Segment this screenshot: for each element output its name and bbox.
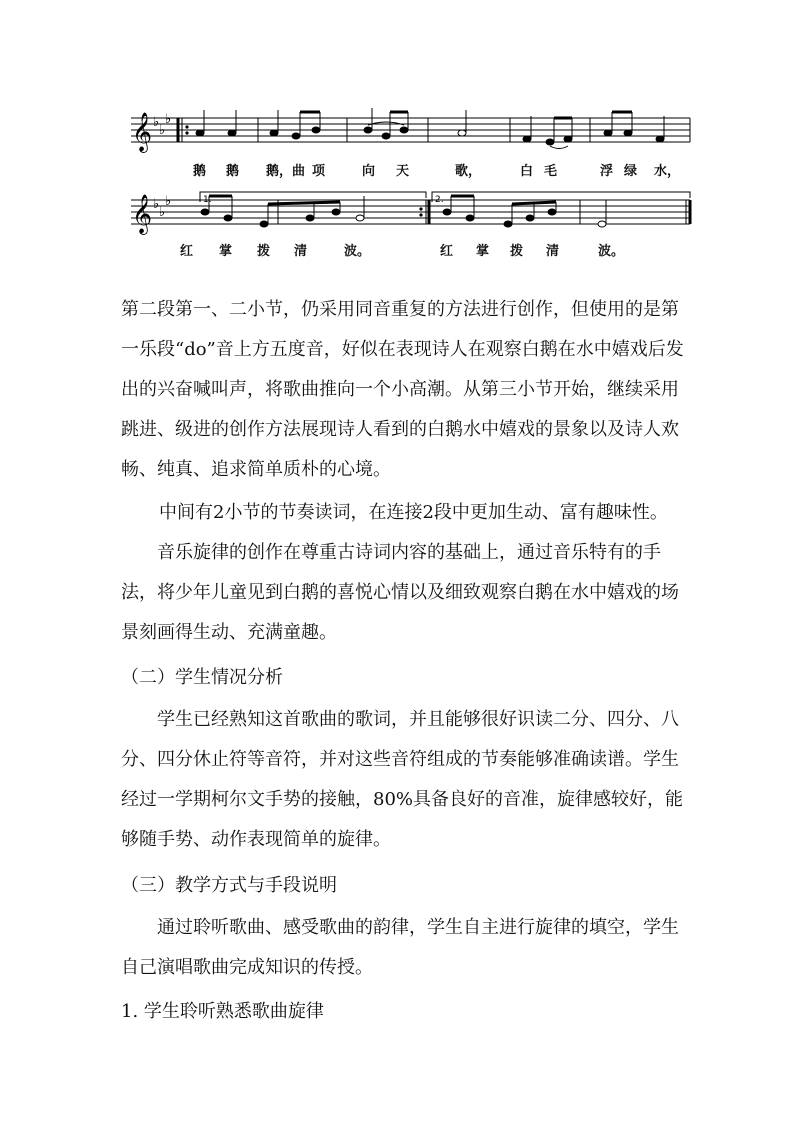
svg-text:♭: ♭ xyxy=(159,205,166,220)
heading-teaching-methods: （三）教学方式与手段说明 xyxy=(121,875,337,896)
lyric: 掌 xyxy=(219,244,233,259)
lyric: 浮 xyxy=(600,164,614,179)
lyric: 清 xyxy=(294,244,308,259)
lyric: 拨 xyxy=(257,244,271,259)
paragraph-second-section: 第二段第一、二小节，仍采用同音重复的方法进行创作，但使用的是第一乐段“do”音上方五度音，好似在表现诗人在观察白鹅在水中嬉戏后发出的兴奋喊叫声，将歌曲推向一个小高潮。从第三小节开始，继续采用跳进、级进的创作方法展现诗人看到的白鹅水中嬉戏的景象以及诗人欢畅、纯真、追求简单质朴的心境。 xyxy=(121,299,684,480)
lyric: 曲 xyxy=(292,164,306,179)
svg-text:𝄞: 𝄞 xyxy=(132,112,153,152)
score-staves xyxy=(0,0,794,280)
lyric: 波。 xyxy=(598,244,625,259)
lyric: 红 xyxy=(180,244,194,259)
lyric: 红 xyxy=(440,244,454,259)
lyric: 鹅， xyxy=(266,164,293,179)
lyric: 鹅 xyxy=(193,164,207,179)
lyric: 向 xyxy=(362,164,376,179)
paragraph-teaching-methods: 通过聆听歌曲、感受歌曲的韵律，学生自主进行旋律的填空，学生自己演唱歌曲完成知识的传授。 xyxy=(121,917,679,978)
lyric: 掌 xyxy=(476,244,490,259)
svg-text:♭: ♭ xyxy=(153,197,160,212)
lyric: 清 xyxy=(546,244,560,259)
lyric: 项 xyxy=(312,164,326,179)
heading-step-1: 1. 学生聆听熟悉歌曲旋律 xyxy=(121,1001,324,1022)
lyric: 波。 xyxy=(344,244,371,259)
lyric: 鹅 xyxy=(226,164,240,179)
music-score xyxy=(0,0,794,280)
volta-1-label: 1. xyxy=(203,195,212,205)
heading-student-analysis: （二）学生情况分析 xyxy=(121,667,283,688)
lyric: 毛 xyxy=(544,164,558,179)
svg-text:♭: ♭ xyxy=(165,112,172,127)
svg-text:♭: ♭ xyxy=(165,194,172,209)
volta-2-label: 2. xyxy=(435,195,444,205)
svg-text:𝄞: 𝄞 xyxy=(132,194,153,234)
paragraph-rhythm-reading: 中间有2小节的节奏读词，在连接2段中更加生动、富有趣味性。 xyxy=(159,502,668,523)
lyric: 白 xyxy=(520,164,534,179)
lyric: 天 xyxy=(396,164,410,179)
lyric: 水， xyxy=(654,164,681,179)
lyric: 拨 xyxy=(510,244,524,259)
lyric: 绿 xyxy=(624,164,638,179)
svg-text:♭: ♭ xyxy=(159,123,166,138)
lyric: 歌， xyxy=(455,164,482,179)
paragraph-melody-creation: 音乐旋律的创作在尊重古诗词内容的基础上，通过音乐特有的手法，将少年儿童见到白鹅的喜悦心情以及细致观察白鹅在水中嬉戏的场景刻画得生动、充满童趣。 xyxy=(121,542,679,643)
paragraph-student-analysis: 学生已经熟知这首歌曲的歌词，并且能够很好识读二分、四分、八分、四分休止符等音符，并对这些音符组成的节奏能够准确读谱。学生经过一学期柯尔文手势的接触，80%具备良好的音准，旋律感较好，能够随手势、动作表现简单的旋律。 xyxy=(121,709,684,850)
svg-text:♭: ♭ xyxy=(153,115,160,130)
